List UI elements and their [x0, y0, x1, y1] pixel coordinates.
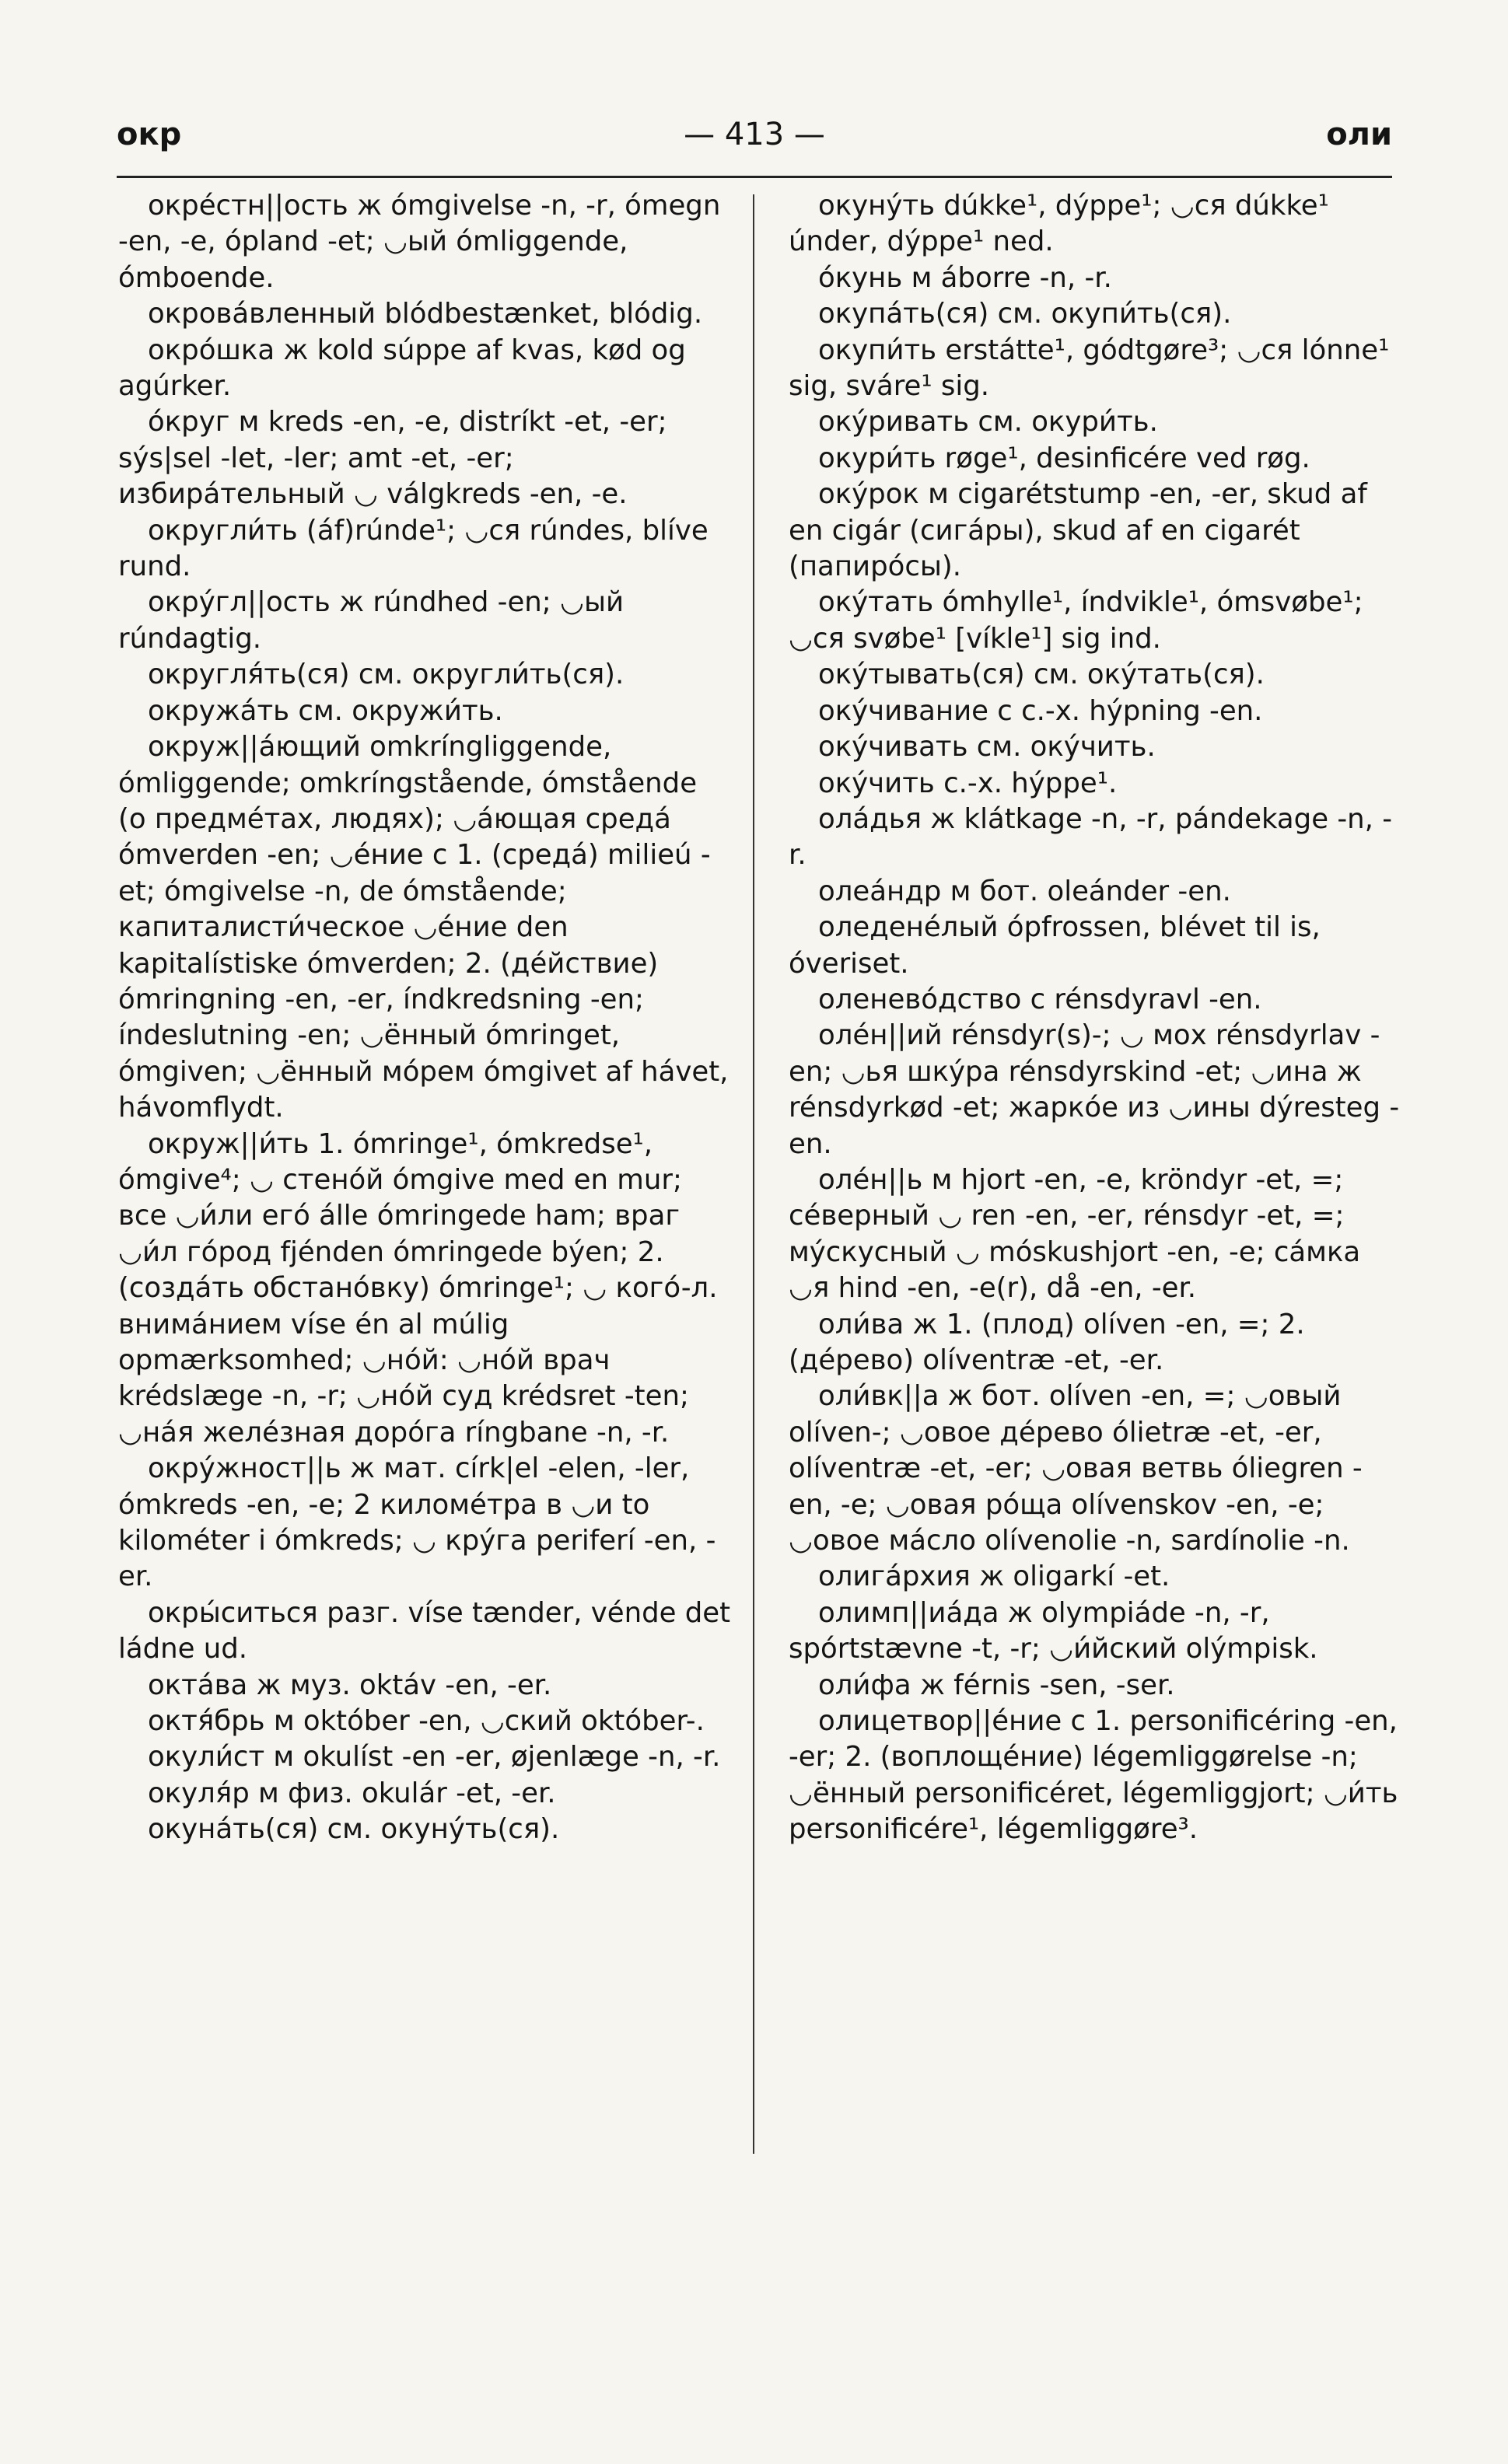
- page-header: [117, 117, 1392, 163]
- dictionary-entry: окýчивание с с.-х. hýpning -en.: [818, 694, 1263, 727]
- header-rule: [117, 176, 1392, 178]
- dictionary-entry: окули́ст м okulíst -en -er, øjenlæge -n, -r.: [148, 1741, 721, 1774]
- dictionary-entry: оленевóдство с rénsdyravl -en.: [818, 983, 1262, 1015]
- header-left-guideword: окр: [117, 117, 182, 152]
- dictionary-entry: оледенéлый ópfrossen, blévet til is, óveriset.: [789, 911, 1321, 980]
- dictionary-entry: окуля́р м физ. okulár -et, -er.: [148, 1777, 556, 1809]
- dictionary-entry: олáдья ж klátkage -n, -r, pándekage -n, -r.: [789, 802, 1393, 872]
- dictionary-entry: окýтать ómhylle¹, índvikle¹, ómsvøbe¹; ◡ся svøbe¹ [víkle¹] sig ind.: [789, 586, 1363, 655]
- dictionary-entry: окýривать см. окури́ть.: [818, 406, 1158, 439]
- dictionary-entry: окрéстн||ость ж ómgivelse -n, -r, ómegn -en, -e, ópland -et; ◡ый ómliggende, ómboende.: [118, 190, 721, 294]
- dictionary-entry: оли́фа ж férnis -sen, -ser.: [818, 1669, 1175, 1701]
- dictionary-entry: окрýгл||ость ж rúndhed -en; ◡ый rúndagtig.: [118, 586, 625, 655]
- dictionary-entry: окруж||и́ть 1. ómringe¹, ómkredse¹, ómgive⁴; ◡ стенóй ómgive med en mur; все ◡и́ли егó álle ómringede ham; враг ◡и́л гóрод fjénden ómringede býen; 2. (создáть обстанóвку) ómringe¹; ◡ когó-л. внимáнием víse én al múlig opmærksomhed; ◡нóй: ◡нóй врач krédslæge -n, -r; ◡нóй суд krédsret -ten; ◡нáя желéзная дорóга ríngbane -n, -r.: [118, 1127, 718, 1449]
- dictionary-entry: округля́ть(ся) см. округли́ть(ся).: [148, 659, 625, 691]
- dictionary-entry: олеáндр м бот. oleánder -en.: [818, 875, 1231, 907]
- dictionary-entry: óкунь м áborre -n, -r.: [818, 261, 1112, 294]
- dictionary-entry: октáва ж муз. oktáv -en, -er.: [148, 1669, 552, 1701]
- dictionary-entry: окунýть dúkke¹, dýppe¹; ◡ся dúkke¹ únder, dýppe¹ ned.: [789, 190, 1329, 258]
- dictionary-entry: округли́ть (áf)rúnde¹; ◡ся rúndes, blíve rund.: [118, 514, 709, 583]
- dictionary-entry: окрóшка ж kold súppe af kvas, kød og agúrker.: [118, 334, 686, 403]
- page-number: — 413 —: [684, 117, 825, 152]
- dictionary-entry: окупи́ть erstátte¹, gódtgøre³; ◡ся lónne¹ sig, sváre¹ sig.: [789, 334, 1390, 403]
- dictionary-entry: олигáрхия ж oligarkí -et.: [818, 1561, 1170, 1593]
- header-right-guideword: оли: [1326, 117, 1392, 152]
- dictionary-entry: окýчить с.-х. hýppe¹.: [818, 767, 1118, 799]
- dictionary-entry: óкруг м kreds -en, -e, distríkt -et, -er; sýs|sel -let, -ler; amt -et, -er; избирáтельный ◡ válgkreds -en, -e.: [118, 406, 667, 511]
- dictionary-entry: окупáть(ся) см. окупи́ть(ся).: [818, 298, 1232, 330]
- dictionary-entry: окýрок м cigarétstump -en, -er, skud af en cigár (сигáры), skud af en cigarét (папирóсы).: [789, 478, 1367, 583]
- dictionary-entry: окружáть см. окружи́ть.: [148, 694, 503, 727]
- dictionary-entry: окунáть(ся) см. окунýть(ся).: [148, 1813, 560, 1846]
- dictionary-entry: окýчивать см. окýчить.: [818, 731, 1156, 764]
- dictionary-entry: окýтывать(ся) см. окýтать(ся).: [818, 659, 1265, 691]
- dictionary-entry: олимп||иáда ж olympiáde -n, -r, spórtstævne -t, -r; ◡и́йский olýmpisk.: [789, 1596, 1318, 1665]
- dictionary-entry: окровáвленный blódbestænket, blódig.: [148, 298, 703, 330]
- dictionary-entry: октя́брь м október -en, ◡ский október-.: [148, 1705, 705, 1738]
- dictionary-entry: окры́ситься разг. víse tænder, vénde det ládne ud.: [118, 1596, 731, 1665]
- dictionary-entry: олицетвор||éние с 1. personificéring -en, -er; 2. (воплощéние) légemliggørelse -n; ◡ённый personificéret, légemliggjort; ◡и́ть personificére¹, légemliggøre³.: [789, 1705, 1398, 1846]
- column-divider: [753, 194, 754, 2154]
- dictionary-entry: оли́вк||а ж бот. olíven -en, =; ◡овый olíven-; ◡овое дéрево ólietræ -et, -er, olíventræ -et, -er; ◡овая ветвь óliegren -en, -e; ◡овая рóща olívenskov -en, -e; ◡овое мáсло olívenolie -n, sardínolie -n.: [789, 1380, 1363, 1557]
- dictionary-entry: окури́ть røge¹, desinficére ved røg.: [818, 442, 1310, 474]
- dictionary-entry: окрýжност||ь ж мат. círk|el -elen, -ler, ómkreds -en, -e; 2 киломéтра в ◡и to kilométer i ómkreds; ◡ крýга periferí -en, -er.: [118, 1452, 716, 1593]
- left-column: [118, 188, 733, 1848]
- dictionary-entry: олéн||ий rénsdyr(s)-; ◡ мох rénsdyrlav -en; ◡ья шкýра rénsdyrskind -et; ◡ина ж rénsdyrkød -et; жаркóе из ◡ины dýresteg -en.: [789, 1019, 1400, 1160]
- dictionary-entry: окруж||áющий omkríngliggende, ómliggende; omkríngstående, ómstående (о предмéтах, людях); ◡áющая средá ómverden -en; ◡éние с 1. (средá) milieú -et; ómgivelse -n, de ómstående; капиталисти́ческое ◡éние den kapitalístiske ómverden; 2. (дéйствие) ómringning -en, -er, índkredsning -en; índeslutning -en; ◡ённый ómringet, ómgiven; ◡ённый мóрем ómgivet af hávet, hávomflydt.: [118, 731, 729, 1124]
- dictionary-entry: олéн||ь м hjort -en, -e, kröndyr -et, =; сéверный ◡ ren -en, -er, rénsdyr -et, =; мýскусный ◡ móskushjort -en, -e; сáмка ◡я hind -en, -e(r), då -en, -er.: [789, 1163, 1361, 1305]
- dictionary-entry: оли́ва ж 1. (плод) olíven -en, =; 2. (дéрево) olíventræ -et, -er.: [789, 1308, 1305, 1376]
- right-column: [789, 188, 1403, 1848]
